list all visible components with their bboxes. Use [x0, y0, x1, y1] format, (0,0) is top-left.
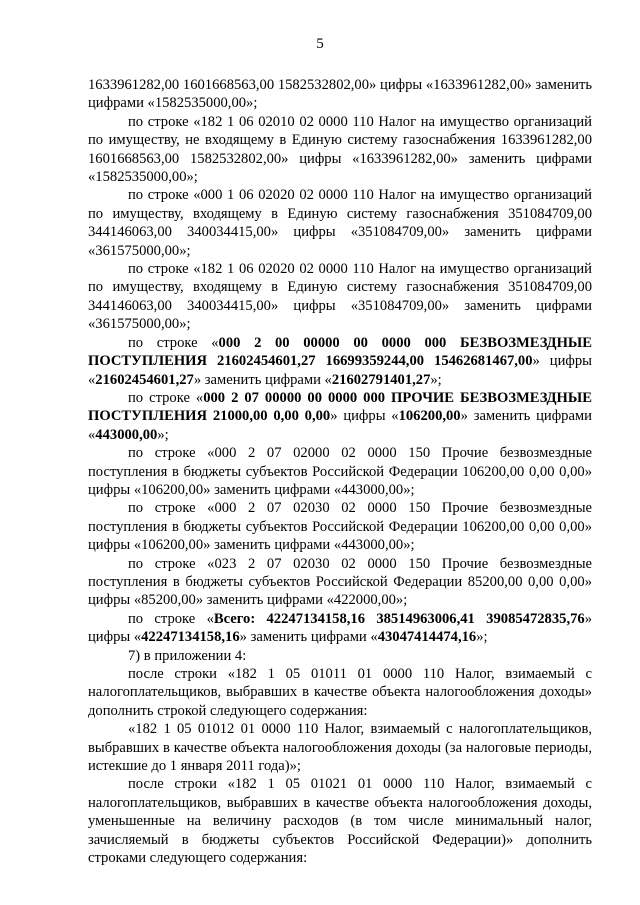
text-run: по строке «000 2 07 02030 02 0000 150 Прочие безвозмездные поступления в бюджеты субъектов Российской Федерации 106200,00 0,00 0,00» цифры «106200,00» заменить цифрами «443000,00»;: [88, 500, 592, 554]
bold-text: 000 2 00 00000 00 0000 000 БЕЗВОЗМЕЗДНЫЕ ПОСТУПЛЕНИЯ 21602454601,27 16699359244,00 15462681467,00: [88, 334, 592, 370]
text-run: по строке «: [128, 334, 219, 351]
text-run: » заменить цифрами «: [88, 408, 592, 443]
paragraph: [88, 499, 592, 554]
paragraph: [88, 76, 592, 113]
paragraph: [88, 444, 592, 499]
paragraph: [88, 186, 592, 260]
bold-text: 43047414474,16: [377, 629, 477, 646]
paragraph: [88, 389, 592, 444]
document-body: [88, 76, 592, 867]
text-run: по строке «000 1 06 02020 02 0000 110 Налог на имущество организаций по имуществу, входящему в Единую систему газоснабжения 351084709,00 344146063,00 340034415,00» цифры «351084709,00» заменить цифрами «361575000,00»;: [88, 187, 592, 259]
text-run: » заменить цифрами «: [239, 629, 378, 646]
text-run: по строке «000 2 07 02000 02 0000 150 Прочие безвозмездные поступления в бюджеты субъектов Российской Федерации 106200,00 0,00 0,00» цифры «106200,00» заменить цифрами «443000,00»;: [88, 445, 592, 498]
paragraph: [88, 260, 592, 334]
bold-text: 443000,00: [95, 426, 158, 443]
paragraph: [88, 610, 592, 647]
bold-text: 21602454601,27: [95, 371, 194, 388]
bold-text: 000 2 07 00000 00 0000 000 ПРОЧИЕ БЕЗВОЗМЕЗДНЫЕ ПОСТУПЛЕНИЯ 21000,00 0,00 0,00: [88, 389, 592, 425]
bold-text: 106200,00: [398, 408, 461, 425]
text-run: по строке «023 2 07 02030 02 0000 150 Прочие безвозмездные поступления в бюджеты субъектов Российской Федерации 85200,00 0,00 0,00» цифры «85200,00» заменить цифрами «422000,00»;: [88, 555, 592, 609]
text-run: » заменить цифрами «: [193, 371, 332, 388]
text-run: после строки «182 1 05 01021 01 0000 110 Налог, взимаемый с налогоплательщиков, выбравших в качестве объекта налогообложения доходы, уменьшенные на величину расходов (в том числе минимальный налог, зачисляемый в бюджеты субъектов Российской Федерации)» дополнить строками следующего содержания:: [88, 776, 592, 867]
text-run: » цифры «: [88, 610, 592, 646]
text-run: 7) в приложении 4:: [128, 647, 247, 664]
bold-text: 42247134158,16: [141, 629, 240, 646]
paragraph: [88, 775, 592, 867]
text-run: » цифры «: [330, 408, 399, 425]
text-run: »;: [157, 426, 169, 443]
text-run: «182 1 05 01012 01 0000 110 Налог, взимаемый с налогоплательщиков, выбравших в качестве объекта налогообложения доходы (за налоговые периоды, истекшие до 1 января 2011 года)»;: [88, 721, 592, 775]
paragraph: [88, 720, 592, 775]
text-run: »;: [430, 371, 442, 388]
paragraph: [88, 647, 592, 665]
text-run: » цифры «: [88, 353, 592, 388]
paragraph: [88, 555, 592, 610]
text-run: по строке «182 1 06 02010 02 0000 110 Налог на имущество организаций по имуществу, не входящему в Единую систему газоснабжения 1633961282,00 1601668563,00 1582532802,00» цифры «1633961282,00» заменить цифрами «1582535000,00»;: [88, 113, 592, 186]
text-run: по строке «: [128, 610, 214, 627]
page-number: 5: [316, 36, 324, 52]
bold-text: Всего: 42247134158,16 38514963006,41 39085472835,76: [213, 610, 585, 627]
text-run: »;: [476, 629, 488, 646]
paragraph: [88, 334, 592, 389]
text-run: 1633961282,00 1601668563,00 1582532802,00» цифры «1633961282,00» заменить цифрами «1582535000,00»;: [88, 77, 592, 112]
text-run: по строке «: [128, 389, 204, 406]
paragraph: [88, 665, 592, 720]
bold-text: 21602791401,27: [331, 371, 431, 388]
text-run: после строки «182 1 05 01011 01 0000 110 Налог, взимаемый с налогоплательщиков, выбравших в качестве объекта налогообложения доходы» дополнить строкой следующего содержания:: [88, 666, 592, 719]
paragraph: [88, 113, 592, 187]
text-run: по строке «182 1 06 02020 02 0000 110 Налог на имущество организаций по имуществу, входящему в Единую систему газоснабжения 351084709,00 344146063,00 340034415,00» цифры «351084709,00» заменить цифрами «361575000,00»;: [88, 261, 592, 333]
